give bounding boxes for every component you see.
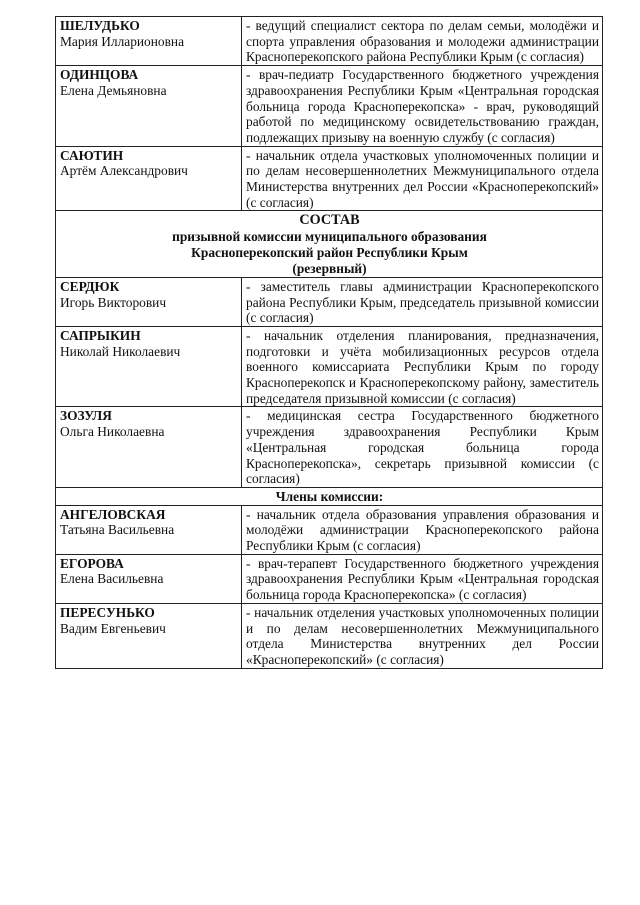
member-given-name: Татьяна Васильевна xyxy=(60,522,175,538)
member-given-name: Елена Демьяновна xyxy=(60,82,167,98)
member-surname: АНГЕЛОВСКАЯ xyxy=(60,506,166,522)
table-row xyxy=(56,277,603,326)
member-role: - медицинская сестра Государственного бюджетного учреждения здравоохранения Республики Крым «Центральная городская больница города Красноперекопска», секретарь призывной комиссии (с согласия) xyxy=(242,407,603,488)
member-surname: ЕГОРОВА xyxy=(60,555,124,571)
section-heading-row xyxy=(56,211,603,277)
reserve-heading xyxy=(56,211,603,277)
member-given-name: Артём Александрович xyxy=(60,163,188,179)
member-name-cell xyxy=(56,407,242,488)
member-surname: ОДИНЦОВА xyxy=(60,67,139,83)
table-row xyxy=(56,505,603,554)
member-role: - начальник отдела участковых уполномоченных полиции и по делам несовершеннолетних Межмуниципального отдела Министерства внутренних дел России «Красноперекопский» (с согласия) xyxy=(242,146,603,211)
member-surname: САЮТИН xyxy=(60,147,124,163)
member-given-name: Вадим Евгеньевич xyxy=(60,620,166,636)
member-name-cell xyxy=(56,66,242,147)
table-row xyxy=(56,407,603,488)
table-row xyxy=(56,554,603,603)
member-given-name: Ольга Николаевна xyxy=(60,424,165,440)
member-role: - заместитель главы администрации Красноперекопского района Республики Крым, председатель призывной комиссии (с согласия) xyxy=(242,277,603,326)
table-row xyxy=(56,17,603,66)
member-role: - начальник отдела образования управления образования и молодёжи администрации Красноперекопского района Республики Крым (с согласия) xyxy=(242,505,603,554)
member-name-cell xyxy=(56,554,242,603)
table-row xyxy=(56,66,603,147)
member-surname: ПЕРЕСУНЬКО xyxy=(60,604,155,620)
member-role: - начальник отделения участковых уполномоченных полиции и по делам несовершеннолетних Межмуниципального отдела Министерства внутренних дел России «Красноперекопский» (с согласия) xyxy=(242,603,603,668)
member-name-cell xyxy=(56,505,242,554)
member-surname: СЕРДЮК xyxy=(60,278,120,294)
member-given-name: Николай Николаевич xyxy=(60,343,181,359)
reserve-heading-line3: (резервный) xyxy=(292,261,367,277)
member-surname: САПРЫКИН xyxy=(60,327,141,343)
table-row xyxy=(56,603,603,668)
member-given-name: Игорь Викторович xyxy=(60,294,167,310)
table-row xyxy=(56,326,603,407)
table-row xyxy=(56,146,603,211)
member-surname: ШЕЛУДЬКО xyxy=(60,18,140,33)
member-name-cell xyxy=(56,17,242,66)
reserve-heading-line2: Красноперекопский район Республики Крым xyxy=(191,245,468,261)
member-name-cell xyxy=(56,277,242,326)
reserve-heading-line1: призывной комиссии муниципального образования xyxy=(172,229,487,245)
members-heading: Члены комиссии: xyxy=(56,487,603,505)
member-given-name: Мария Илларионовна xyxy=(60,33,185,49)
member-given-name: Елена Васильевна xyxy=(60,571,164,587)
member-role: - начальник отделения планирования, предназначения, подготовки и учёта мобилизационных ресурсов отдела военного комиссариата Республики Крым по городу Красноперекопск и Красноперекопскому району, заместитель председателя призывной комиссии (с согласия) xyxy=(242,326,603,407)
section-heading-row xyxy=(56,487,603,505)
member-role: - врач-терапевт Государственного бюджетного учреждения здравоохранения Республики Крым «Центральная городская больница города Красноперекопска» (с согласия) xyxy=(242,554,603,603)
member-name-cell xyxy=(56,326,242,407)
member-role: - врач-педиатр Государственного бюджетного учреждения здравоохранения Республики Крым «Центральная городская больница города Красноперекопска» - врач, руководящий работой по медицинскому освидетельствованию граждан, подлежащих призыву на военную службу (с согласия) xyxy=(242,66,603,147)
member-name-cell xyxy=(56,603,242,668)
member-role: - ведущий специалист сектора по делам семьи, молодёжи и спорта управления образования и молодежи администрации Красноперекопского района Республики Крым (с согласия) xyxy=(242,17,603,66)
reserve-heading-title: СОСТАВ xyxy=(299,212,360,229)
commission-table xyxy=(55,16,603,669)
member-name-cell xyxy=(56,146,242,211)
member-surname: ЗОЗУЛЯ xyxy=(60,408,112,424)
